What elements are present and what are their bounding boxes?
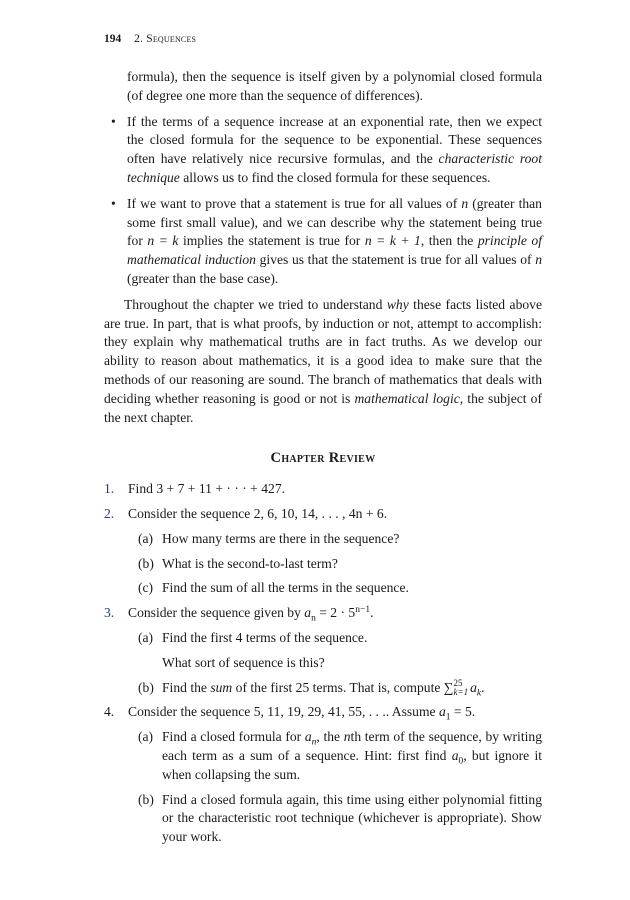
math-expr: n = k [147,233,179,249]
emphasis-why: why [386,296,409,312]
math-var: n [343,729,351,745]
math-var: a [304,605,312,621]
math-exponent: n−1 [355,605,371,616]
term-mathematical-logic: mathematical logic [354,390,460,406]
closing-paragraph [104,296,542,428]
para-text: , the subject of the next chapter. [104,390,542,425]
sub-label: (a) [138,629,154,645]
sub-label: (b) [138,679,154,695]
question-2a [138,530,542,549]
question-4b [138,791,542,847]
sub-text: , but ignore it when collapsing the sum. [162,747,542,782]
math-var: n [535,252,542,268]
question-text: Consider the sequence 2, 6, 10, 14, . . . , 4n + 6. [128,505,388,521]
sum-upper-limit: 25 [453,677,463,688]
question-number: 3. [104,605,115,621]
sub-label: (b) [138,555,154,571]
page-body [104,68,542,847]
math-var: a [470,679,477,695]
question-3b [138,677,542,699]
question-number: 4. [104,704,115,720]
math-var: a [438,704,446,720]
sub-text: . [481,679,485,695]
math-expr: = 5. [450,704,476,720]
bullet-text: implies the statement is true for [178,233,365,249]
math-var: a [304,729,312,745]
page-number: 194 [104,33,122,45]
term-characteristic-root: characteristic root technique [127,151,542,185]
bullet-marker: • [111,113,116,129]
question-number: 1. [104,481,115,497]
sigma-symbol: ∑ [443,679,454,695]
sub-text: What is the second-to-last term? [162,555,338,571]
sub-text: How many terms are there in the sequence? [162,530,400,546]
sub-text: Find a closed formula again, this time using either polynomial fitting or the characteristic root technique (whichever is appropriate). Show your work. [162,791,542,845]
question-number: 2. [104,505,115,521]
bullet-text: gives us that the statement is true for all values of [255,252,536,268]
question-2 [104,505,542,598]
question-3a [138,629,542,673]
math-expr: n = k + 1 [364,233,421,249]
bullet-marker: • [111,195,116,211]
math-expr: = 2 · 5 [315,605,356,621]
sub-text: of the first 25 terms. That is, compute [232,679,444,695]
math-subscript: 1 [445,713,451,724]
running-header [104,33,196,45]
question-1 [104,480,542,499]
math-var: a [451,747,459,763]
question-4a [138,728,542,784]
math-subscript: 0 [458,756,464,767]
chapter-review-heading: Chapter Review [270,450,376,467]
sum-lower-limit: k=1 [453,686,469,697]
sub-followup: What sort of sequence is this? [162,654,325,670]
sub-label: (a) [138,530,154,546]
sub-text: , the [316,729,344,745]
para-text: these facts listed above are true. In part, that is what proofs, by induction or not, attempt to accomplish: they explain why mathematical truths are in fact truths. As we develop our ability to reason about mathematics, it is a good idea to make sure that the methods of our reasoning are sound. The branch of mathematics that deals with deciding whether reasoning is good or not is [104,296,542,406]
question-2b [138,555,542,574]
math-var: n [461,195,469,211]
question-text: Find 3 + 7 + 11 + · · · + 427. [128,481,286,497]
math-subscript: n [311,737,317,748]
math-subscript: n [311,613,316,624]
bullet-text: , then the [420,233,478,249]
question-4 [104,703,542,847]
bullet-text: If the terms of a sequence increase at an exponential rate, then we expect the closed formula for the sequence to be exponential. These sequences often have relatively nice recursive formulas, and the [127,113,542,167]
bullet-text: (greater than some first small value), and we can describe why the statement being true for [127,195,542,249]
bullet-continuation: formula), then the sequence is itself given by a polynomial closed formula (of degree one more than the sequence of differences). [127,69,542,103]
sub-text: Find the first 4 terms of the sequence. [162,629,368,645]
para-text: Throughout the chapter we tried to understand [124,296,387,312]
bullet-text: allows us to find the closed formula for these sequences. [179,169,491,185]
section-title: 2. Sequences [134,33,197,45]
math-subscript: k [476,688,482,699]
question-2c [138,579,542,598]
sub-text: Find the sum of all the terms in the sequence. [162,580,409,596]
question-text: Consider the sequence given by [128,605,305,621]
sub-text: Find a closed formula for [162,729,305,745]
bullet-exponential [111,113,542,188]
sub-label: (a) [138,729,154,745]
bullet-induction [111,195,542,289]
question-3 [104,604,542,699]
term-induction: principle of mathematical induction [127,233,542,268]
sub-text: Find the [162,679,211,695]
emphasis-sum: sum [210,679,233,695]
sub-label: (b) [138,791,154,807]
bullet-text: If we want to prove that a statement is true for all values of [127,195,462,211]
sub-label: (c) [138,580,154,596]
question-text: Consider the sequence 5, 11, 19, 29, 41, 55, . . .. Assume [128,704,439,720]
question-text: . [370,605,374,621]
bullet-text: (greater than the base case). [127,270,279,286]
sub-text: th term of the sequence, by writing each term as a sum of a sequence. Hint: first find [162,729,542,763]
